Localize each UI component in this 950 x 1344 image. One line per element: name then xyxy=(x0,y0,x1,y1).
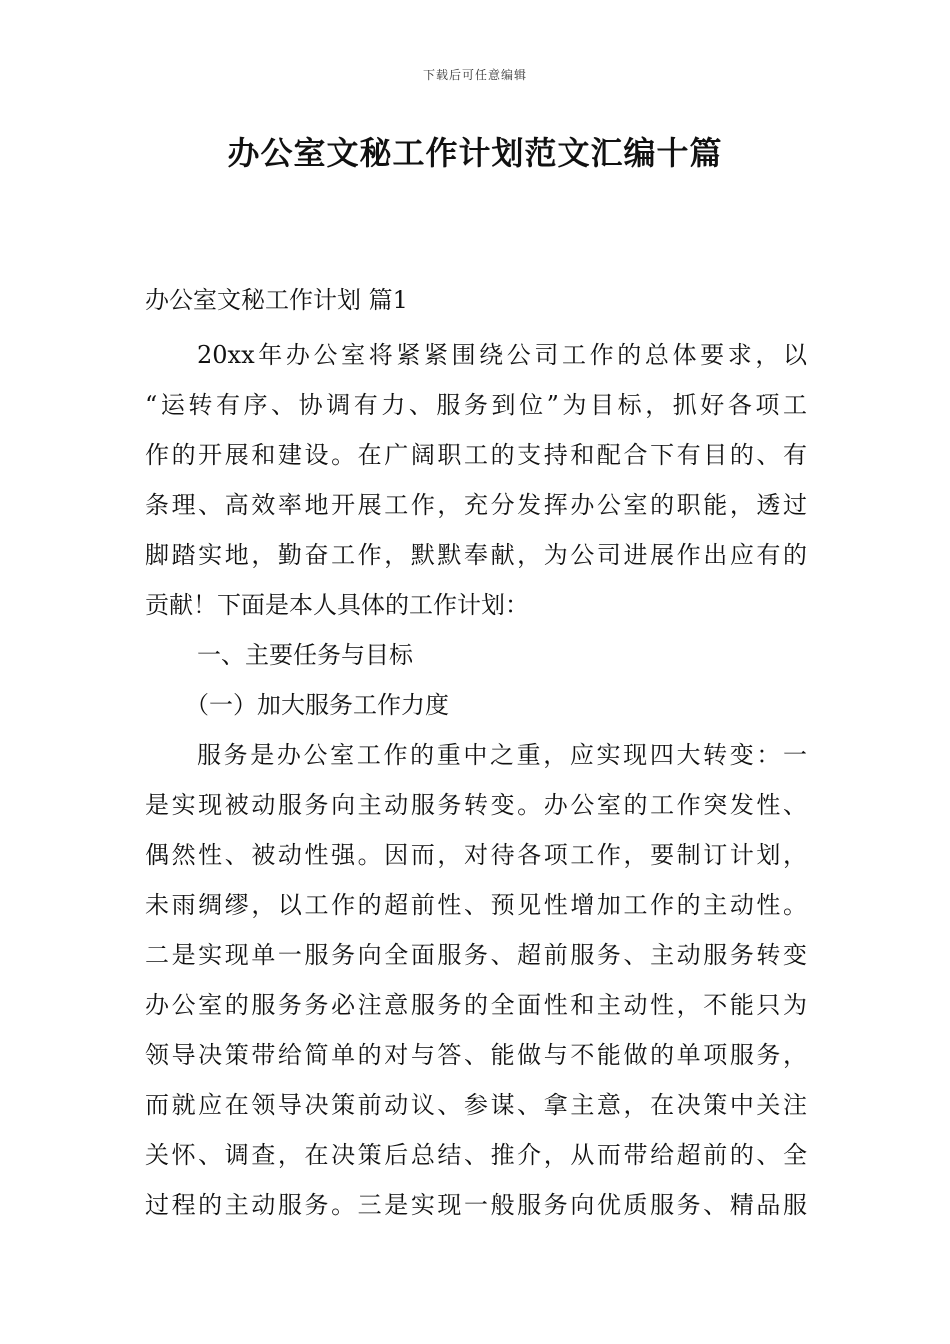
paragraph-line: 二是实现单一服务向全面服务、超前服务、主动服务转变 xyxy=(145,941,807,969)
subheading-service: （一）加大服务工作力度 xyxy=(185,691,449,719)
paragraph-line: 作的开展和建设。在广阔职工的支持和配合下有目的、有 xyxy=(145,441,807,469)
document-title: 办公室文秘工作计划范文汇编十篇 xyxy=(227,134,723,172)
paragraph-line: 领导决策带给简单的对与答、能做与不能做的单项服务， xyxy=(145,1041,807,1069)
paragraph-line: 未雨绸缪，以工作的超前性、预见性增加工作的主动性。 xyxy=(145,891,807,919)
paragraph-line: 脚踏实地，勤奋工作，默默奉献，为公司进展作出应有的 xyxy=(145,541,807,569)
paragraph-line: 偶然性、被动性强。因而，对待各项工作，要制订计划， xyxy=(145,841,807,869)
paragraph-line: 过程的主动服务。三是实现一般服务向优质服务、精品服 xyxy=(145,1191,807,1219)
paragraph-line: 关怀、调查，在决策后总结、推介，从而带给超前的、全 xyxy=(145,1141,807,1169)
document-body xyxy=(145,280,807,1230)
paragraph-line: 办公室的服务务必注意服务的全面性和主动性，不能只为 xyxy=(145,991,807,1019)
header-note: 下载后可任意编辑 xyxy=(422,68,527,82)
section-heading: 办公室文秘工作计划 篇1 xyxy=(145,286,408,314)
paragraph-line: 服务是办公室工作的重中之重，应实现四大转变：一 xyxy=(197,741,807,769)
paragraph-line: 是实现被动服务向主动服务转变。办公室的工作突发性、 xyxy=(145,791,807,819)
paragraph-line: 20xx年办公室将紧紧围绕公司工作的总体要求，以 xyxy=(197,341,807,369)
subheading-main-tasks: 一、主要任务与目标 xyxy=(197,641,413,669)
paragraph-line: 贡献！下面是本人具体的工作计划： xyxy=(145,591,529,619)
paragraph-line: 而就应在领导决策前动议、参谋、拿主意，在决策中关注 xyxy=(145,1091,807,1119)
paragraph-line: 条理、高效率地开展工作，充分发挥办公室的职能，透过 xyxy=(145,491,807,519)
paragraph-line: “运转有序、协调有力、服务到位”为目标，抓好各项工 xyxy=(145,391,807,419)
